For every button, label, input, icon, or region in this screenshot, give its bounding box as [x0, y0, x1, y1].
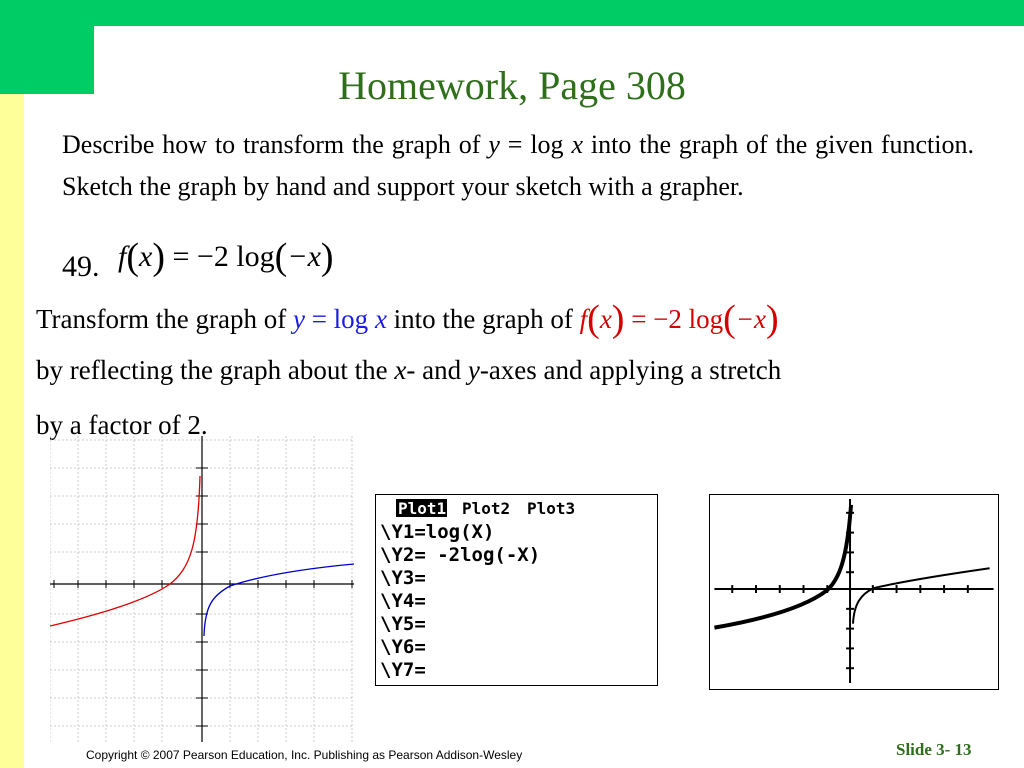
- calculator-graph: [709, 494, 999, 690]
- y7-line: \Y7=: [380, 659, 426, 681]
- y4-line: \Y4=: [380, 590, 426, 612]
- calc-curve-y1: [853, 568, 990, 623]
- copyright-footer: Copyright © 2007 Pearson Education, Inc. Publishing as Pearson Addison-Wesley: [86, 748, 523, 762]
- sketch-graph: [50, 436, 354, 742]
- blue-curve: [204, 564, 354, 636]
- slide-number: Slide 3- 13: [896, 740, 972, 759]
- problem-equation: f(x) = −2 log(−x): [118, 236, 334, 278]
- answer-line-1: Transform the graph of y = log x into the graph of f(x) = −2 log(−x): [36, 298, 779, 340]
- y1-line: \Y1=log(X): [380, 521, 495, 543]
- problem-number: 49.: [62, 250, 100, 283]
- answer-line-3: by a factor of 2.: [36, 410, 208, 440]
- y6-line: \Y6=: [380, 636, 426, 658]
- top-accent-bar: [0, 0, 1024, 26]
- y5-line: \Y5=: [380, 613, 426, 635]
- plot3-tab: Plot3: [527, 499, 576, 518]
- plot2-tab: Plot2: [462, 499, 511, 518]
- left-accent-bar: [0, 94, 24, 768]
- instructions-text: Describe how to transform the graph of y = log x into the graph of the given function. Sketch the graph by hand and support your sketch with a grapher.: [62, 130, 974, 201]
- y2-line: \Y2= -2log(-X): [380, 544, 541, 566]
- y3-line: \Y3=: [380, 567, 426, 589]
- calc-curve-y2: [714, 505, 851, 628]
- calculator-y-editor: [375, 494, 658, 686]
- answer-line-2: by reflecting the graph about the x- and y-axes and applying a stretch: [36, 355, 782, 385]
- red-curve: [50, 476, 200, 626]
- plot1-tab: Plot1: [398, 499, 447, 518]
- slide-title: Homework, Page 308: [338, 63, 686, 108]
